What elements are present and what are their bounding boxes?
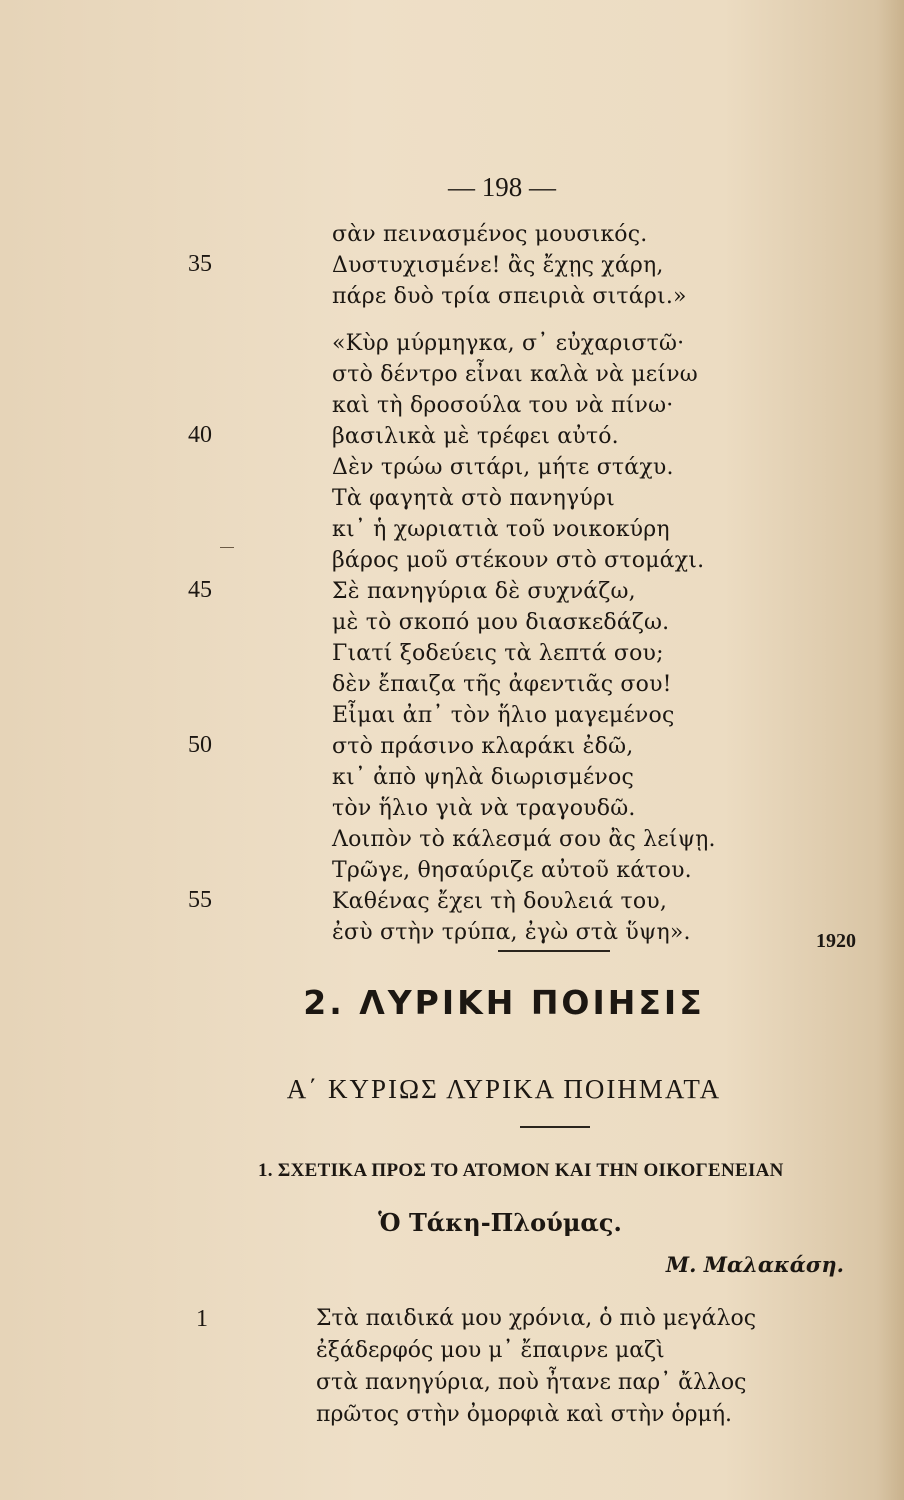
poem-line: Στὰ παιδικά μου χρόνια, ὁ πιὸ μεγάλος <box>316 1306 757 1331</box>
verse-line: Εἶμαι ἀπ᾽ τὸν ἥλιο μαγεμένος <box>332 703 675 728</box>
verse-line: σὰν πεινασμένος μουσικός. <box>332 222 648 247</box>
poem-line-number: 1 <box>196 1306 208 1332</box>
line-number: 55 <box>188 887 212 913</box>
poem-line: πρῶτος στὴν ὀμορφιὰ καὶ στὴν ὁρμή. <box>316 1402 733 1427</box>
verse-line: Λοιπὸν τὸ κάλεσμά σου ἂς λείψῃ. <box>332 827 716 852</box>
margin-mark <box>220 547 234 548</box>
line-number: 35 <box>188 251 212 277</box>
divider-rule <box>520 1126 590 1128</box>
verse-line: καὶ τὴ δροσούλα του νὰ πίνω· <box>332 393 674 418</box>
verse-line: «Κὺρ μύρμηγκα, σ᾽ εὐχαριστῶ· <box>332 331 685 356</box>
line-number: 50 <box>188 732 212 758</box>
verse-line: στὸ πράσινο κλαράκι ἐδῶ, <box>332 734 634 759</box>
verse-line: δὲν ἔπαιζα τῆς ἀφεντιᾶς σου! <box>332 672 672 697</box>
poem-author: Μ. Μαλακάση. <box>665 1252 844 1277</box>
divider-rule <box>498 950 610 952</box>
verse-line: κι᾽ ἡ χωριατιὰ τοῦ νοικοκύρη <box>332 517 670 542</box>
verse-line: βάρος μοῦ στέκουν στὸ στομάχι. <box>332 548 705 573</box>
verse-line: Καθένας ἔχει τὴ δουλειά του, <box>332 889 668 914</box>
page-number: — 198 — <box>448 172 556 202</box>
poem-line: στὰ πανηγύρια, ποὺ ἦτανε παρ᾽ ἄλλος <box>316 1370 747 1395</box>
poem-title: Ὁ Τάκη-Πλούμας. <box>378 1208 622 1237</box>
poem-year: 1920 <box>816 930 856 952</box>
verse-line: Τὰ φαγητὰ στὸ πανηγύρι <box>332 486 615 511</box>
verse-line: κι᾽ ἀπὸ ψηλὰ διωρισμένος <box>332 765 634 790</box>
verse-line: Γιατί ξοδεύεις τὰ λεπτά σου; <box>332 641 664 666</box>
poem-line: ἐξάδερφός μου μ᾽ ἔπαιρνε μαζὶ <box>316 1338 665 1363</box>
verse-line: στὸ δέντρο εἶναι καλὰ νὰ μείνω <box>332 362 698 387</box>
verse-line: Σὲ πανηγύρια δὲ συχνάζω, <box>332 579 636 604</box>
section-title: 2. ΛΥΡΙΚΗ ΠΟΙΗΣΙΣ <box>303 983 705 1022</box>
verse-line: Δυστυχισμένε! ἂς ἔχῃς χάρη, <box>332 253 664 278</box>
verse-line: Δὲν τρώω σιτάρι, μήτε στάχυ. <box>332 455 674 480</box>
verse-line: μὲ τὸ σκοπό μου διασκεδάζω. <box>332 610 670 635</box>
category-title: 1. ΣΧΕΤΙΚΑ ΠΡΟΣ ΤΟ ΑΤΟΜΟΝ ΚΑΙ ΤΗΝ ΟΙΚΟΓΕΝΕΙΑΝ <box>258 1160 784 1181</box>
verse-line: πάρε δυὸ τρία σπειριὰ σιτάρι.» <box>332 284 687 309</box>
verse-line: βασιλικὰ μὲ τρέφει αὐτό. <box>332 424 619 449</box>
verse-line: ἐσὺ στὴν τρύπα, ἐγὼ στὰ ὕψη». <box>332 920 691 945</box>
subsection-title: Α΄ ΚΥΡΙΩΣ ΛΥΡΙΚΑ ΠΟΙΗΜΑΤΑ <box>286 1074 722 1104</box>
verse-line: Τρῶγε, θησαύριζε αὐτοῦ κάτου. <box>332 858 692 883</box>
verse-line: τὸν ἥλιο γιὰ νὰ τραγουδῶ. <box>332 796 636 821</box>
line-number: 45 <box>188 577 212 603</box>
line-number: 40 <box>188 422 212 448</box>
